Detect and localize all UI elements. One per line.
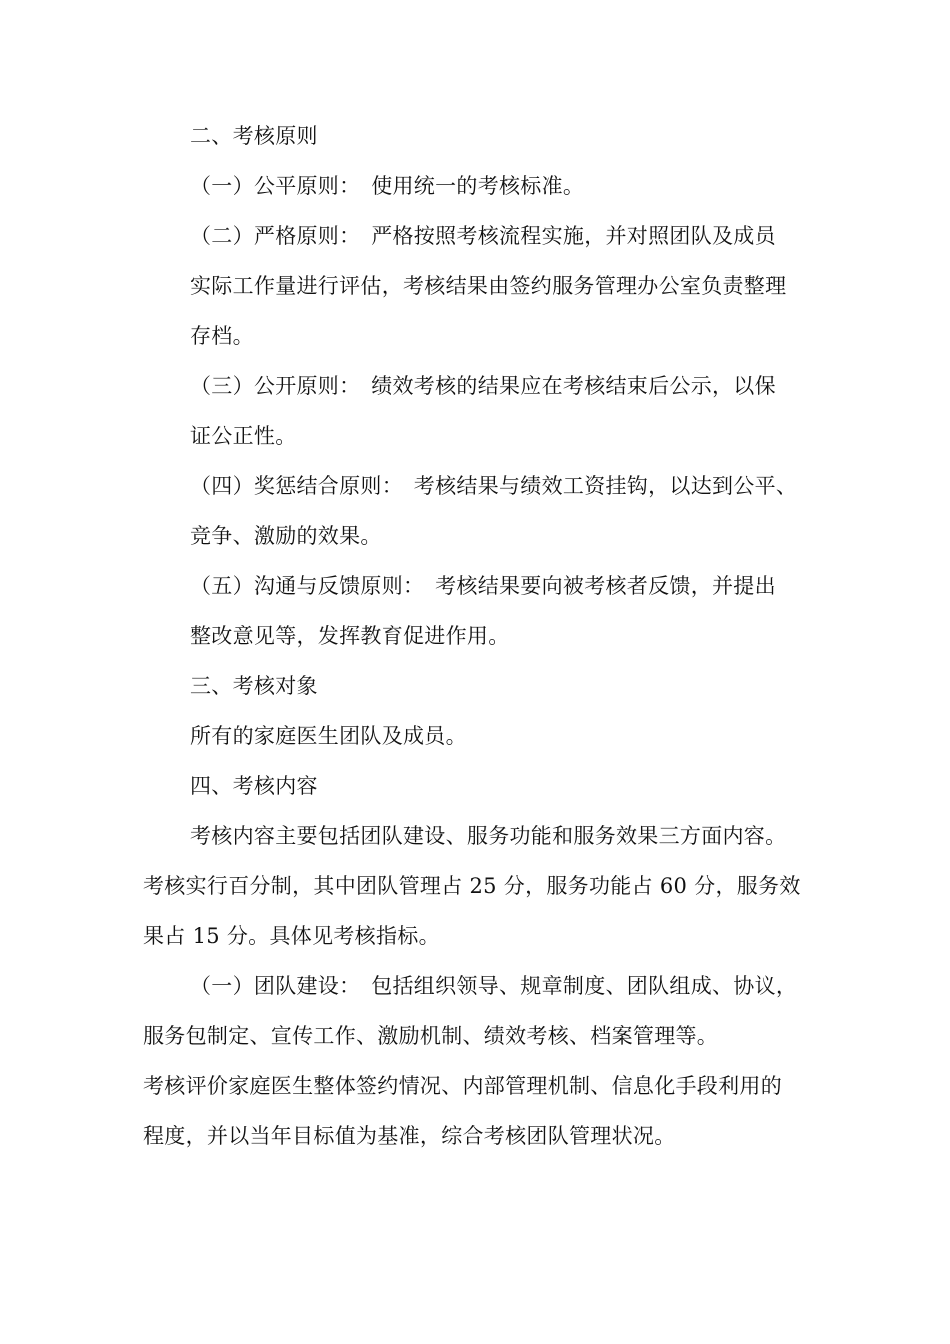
principle-feedback-line-1: （五）沟通与反馈原则： 考核结果要向被考核者反馈，并提出 bbox=[190, 574, 776, 598]
team-evaluation-line-1: 考核评价家庭医生整体签约情况、内部管理机制、信息化手段利用的 bbox=[143, 1074, 782, 1098]
principle-strictness-line-3: 存档。 bbox=[190, 324, 254, 348]
principle-strictness-line-1: （二）严格原则： 严格按照考核流程实施，并对照团队及成员 bbox=[190, 224, 776, 248]
team-evaluation-line-2: 程度，并以当年目标值为基准，综合考核团队管理状况。 bbox=[143, 1124, 676, 1148]
team-building-line-1: （一）团队建设： 包括组织领导、规章制度、团队组成、协议， bbox=[190, 974, 798, 998]
principle-fairness: （一）公平原则： 使用统一的考核标准。 bbox=[190, 174, 585, 198]
section-heading-content: 四、考核内容 bbox=[190, 774, 318, 798]
section-heading-targets: 三、考核对象 bbox=[190, 674, 318, 698]
principle-reward-line-1: （四）奖惩结合原则： 考核结果与绩效工资挂钩，以达到公平、 bbox=[190, 474, 798, 498]
principle-feedback-line-2: 整改意见等，发挥教育促进作用。 bbox=[190, 624, 510, 648]
team-building-line-2: 服务包制定、宣传工作、激励机制、绩效考核、档案管理等。 bbox=[143, 1024, 719, 1048]
content-paragraph-line-1: 考核内容主要包括团队建设、服务功能和服务效果三方面内容。 bbox=[190, 824, 787, 848]
principle-openness-line-2: 证公正性。 bbox=[190, 424, 297, 448]
principle-strictness-line-2: 实际工作量进行评估，考核结果由签约服务管理办公室负责整理 bbox=[190, 274, 787, 298]
content-paragraph-line-2: 考核实行百分制，其中团队管理占 25 分，服务功能占 60 分，服务效 bbox=[143, 874, 801, 898]
principle-openness-line-1: （三）公开原则： 绩效考核的结果应在考核结束后公示，以保 bbox=[190, 374, 776, 398]
targets-text: 所有的家庭医生团队及成员。 bbox=[190, 724, 467, 748]
content-paragraph-line-3: 果占 15 分。具体见考核指标。 bbox=[143, 924, 440, 948]
principle-reward-line-2: 竞争、激励的效果。 bbox=[190, 524, 382, 548]
section-heading-principles: 二、考核原则 bbox=[190, 124, 318, 148]
